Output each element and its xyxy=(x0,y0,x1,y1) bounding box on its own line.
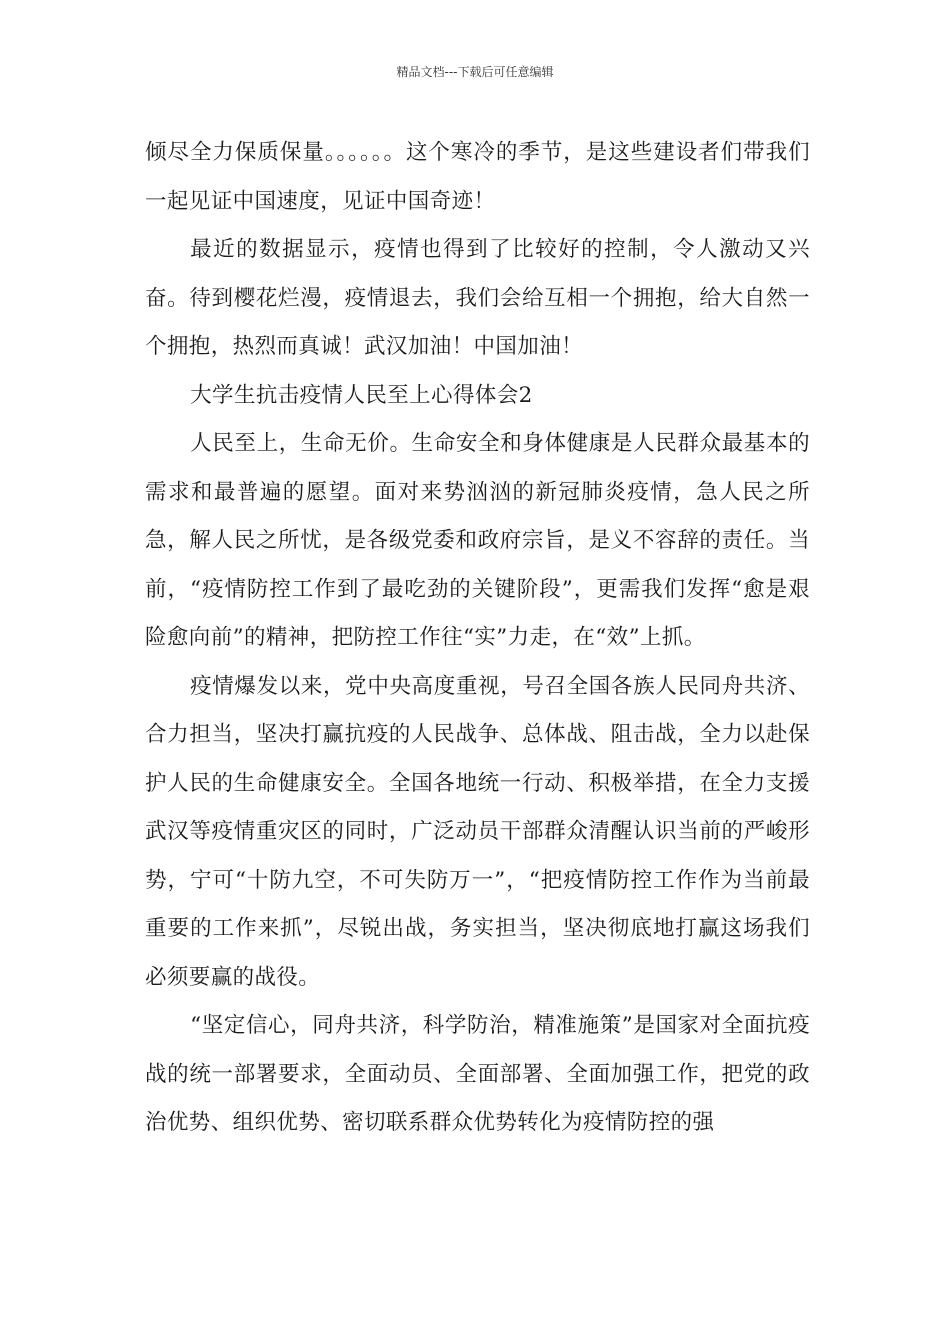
document-body xyxy=(145,129,810,1148)
paragraph: “坚定信心，同舟共济，科学防治，精准施策”是国家对全面抗疫战的统一部署要求，全面动员、全面部署、全面加强工作，把党的政治优势、组织优势、密切联系群众优势转化为疫情防控的强 xyxy=(145,1013,810,1135)
paragraph: 最近的数据显示，疫情也得到了比较好的控制，令人激动又兴奋。待到樱花烂漫，疫情退去，我们会给互相一个拥抱，给大自然一个拥抱，热烈而真诚！武汉加油！中国加油！ xyxy=(145,237,810,359)
section-heading: 大学生抗击疫情人民至上心得体会2 xyxy=(190,382,533,408)
paragraph: 人民至上，生命无价。生命安全和身体健康是人民群众最基本的需求和最普遍的愿望。面对来势汹汹的新冠肺炎疫情，急人民之所急，解人民之所忧，是各级党委和政府宗旨，是义不容辞的责任。当前，“疫情防控工作到了最吃劲的关键阶段”，更需我们发挥“愈是艰险愈向前”的精神，把防控工作往“实”力走，在“效”上抓。 xyxy=(145,431,810,650)
page-header: 精品文档---下载后可任意编辑 xyxy=(396,65,554,79)
paragraph: 疫情爆发以来，党中央高度重视，号召全国各族人民同舟共济、合力担当，坚决打赢抗疫的人民战争、总体战、阻击战，全力以赴保护人民的生命健康安全。全国各地统一行动、积极举措，在全力支援武汉等疫情重灾区的同时，广泛动员干部群众清醒认识当前的严峻形势，宁可“十防九空，不可失防万一”，“把疫情防控工作作为当前最重要的工作来抓”，尽锐出战，务实担当，坚决彻底地打赢这场我们必须要赢的战役。 xyxy=(145,673,810,990)
paragraph-continuation: 倾尽全力保质保量。。。。。。这个寒冷的季节，是这些建设者们带我们一起见证中国速度，见证中国奇迹！ xyxy=(145,140,810,214)
